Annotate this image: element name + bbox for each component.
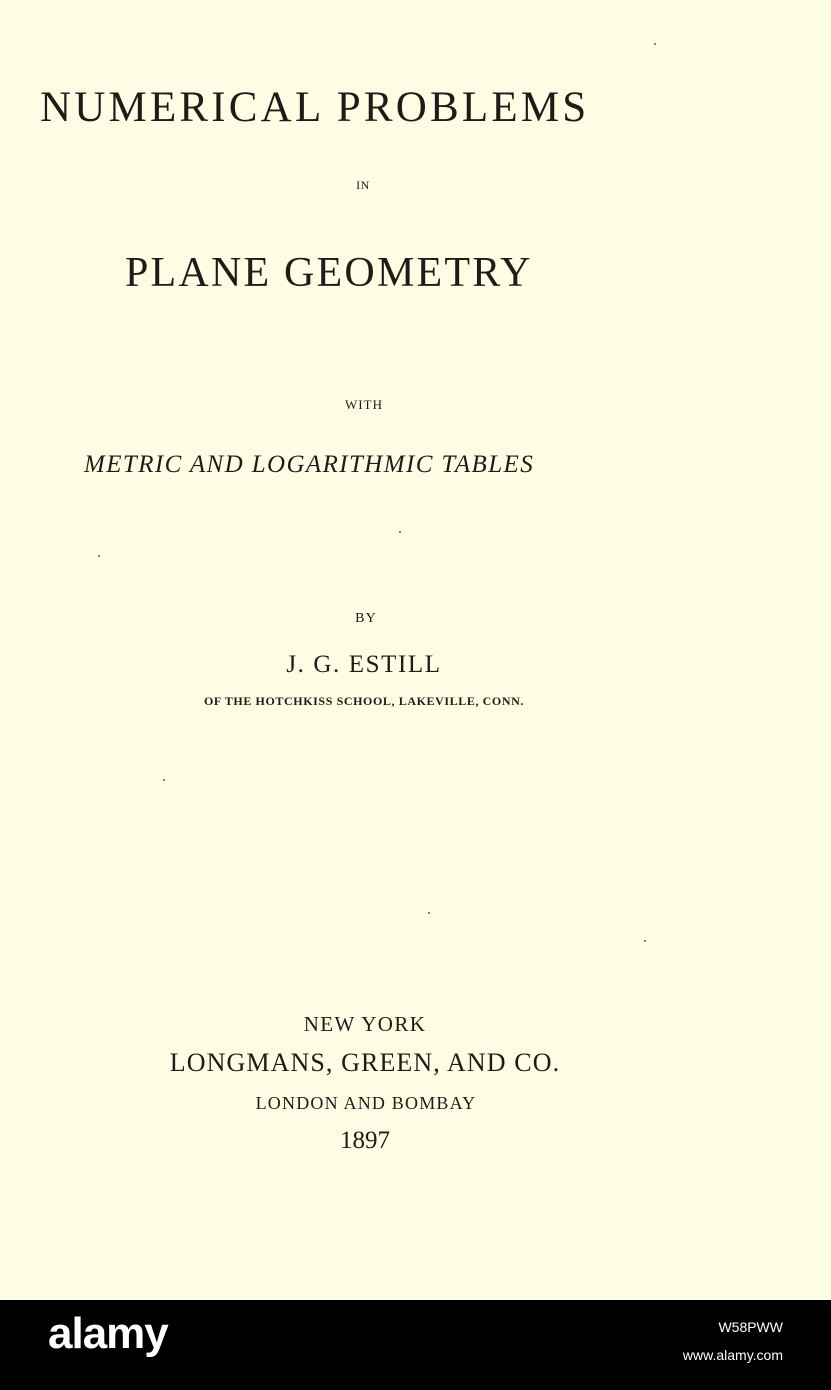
- main-title: NUMERICAL PROBLEMS: [40, 84, 590, 131]
- publisher-city: NEW YORK: [303, 1012, 427, 1036]
- tables-subtitle: METRIC AND LOGARITHMIC TABLES: [84, 451, 535, 478]
- author-name: J. G. ESTILL: [286, 651, 442, 678]
- title-connector: IN: [356, 178, 370, 192]
- by-label: BY: [355, 611, 377, 626]
- with-label: WITH: [345, 397, 383, 412]
- site-url: www.alamy.com: [682, 1347, 783, 1363]
- alamy-logo: alamy: [48, 1309, 168, 1358]
- paper-speck: [399, 531, 401, 533]
- subject-title: PLANE GEOMETRY: [125, 250, 533, 296]
- author-affiliation: OF THE HOTCHKISS SCHOOL, LAKEVILLE, CONN.: [204, 694, 524, 708]
- paper-speck: [98, 555, 100, 557]
- publication-year: 1897: [340, 1127, 390, 1154]
- paper-speck: [163, 779, 165, 781]
- paper-speck: [644, 940, 646, 942]
- image-id: W58PWW: [718, 1319, 783, 1335]
- publisher-branches: LONDON AND BOMBAY: [255, 1093, 477, 1113]
- paper-speck: [428, 912, 430, 914]
- publisher-name: LONGMANS, GREEN, AND CO.: [169, 1048, 561, 1077]
- paper-speck: [654, 43, 656, 45]
